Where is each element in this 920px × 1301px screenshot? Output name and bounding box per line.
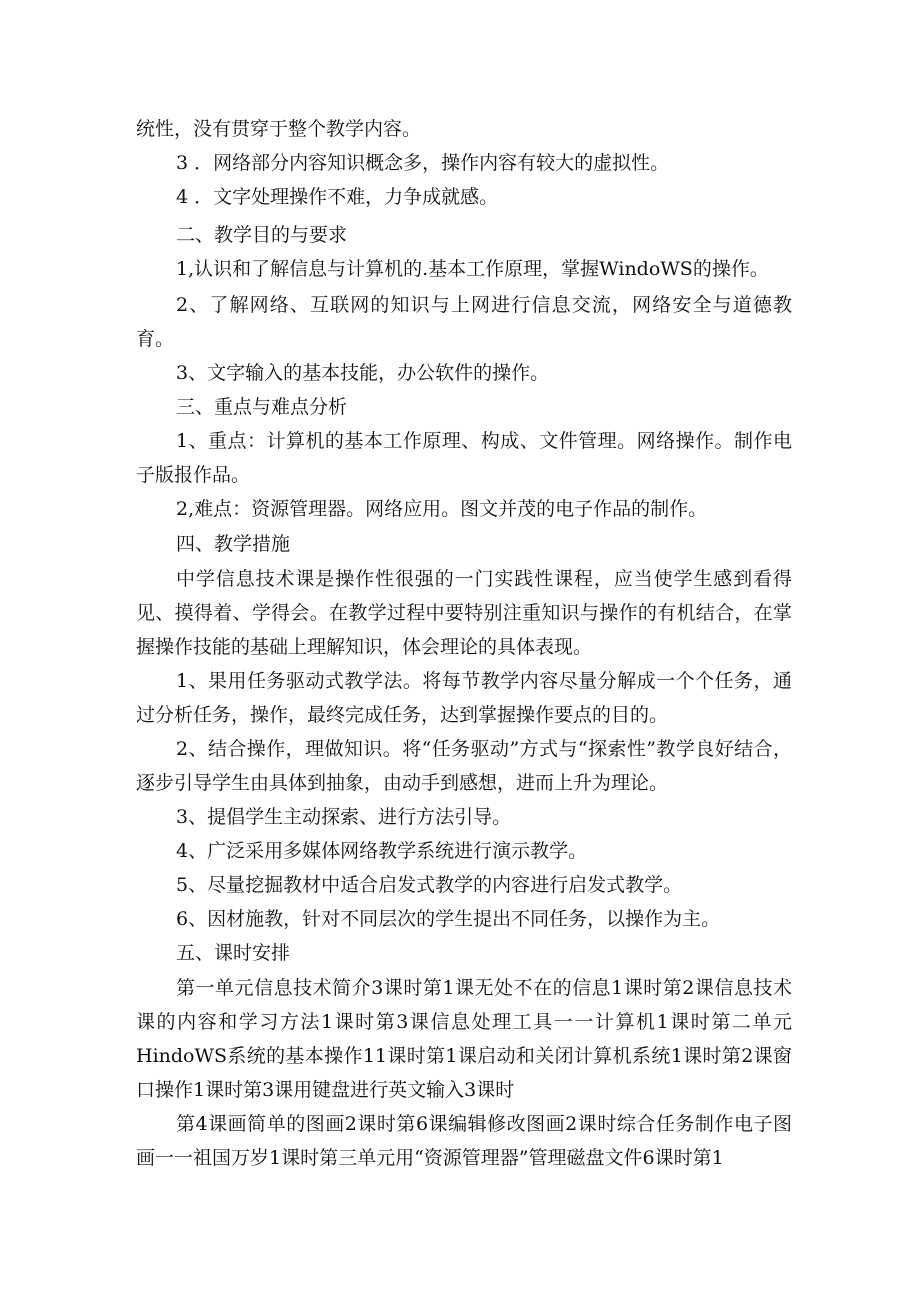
section-heading-2: 二、教学目的与要求: [176, 224, 348, 246]
measure-5: 5、尽量挖掘教材中适合启发式教学的内容进行启发式教学。: [176, 874, 683, 896]
list-item-3: 3 ．网络部分内容知识概念多，操作内容有较大的虚拟性。: [176, 152, 670, 174]
section-heading-4: 四、教学措施: [176, 533, 291, 555]
measure-6: 6、因材施教，针对不同层次的学生提出不同任务，以操作为主。: [176, 908, 721, 930]
list-item-4: 4 ．文字处理操作不难，力争成就感。: [176, 186, 499, 208]
objective-2: 2、了解网络、互联网的知识与上网进行信息交流，网络安全与道德教育。: [136, 294, 792, 350]
measure-1: 1、果用任务驱动式教学法。将每节教学内容尽量分解成一个个任务，通过分析任务，操作，最终完成任务，达到掌握操作要点的目的。: [136, 670, 792, 726]
section-heading-5: 五、课时安排: [176, 942, 291, 964]
measures-intro: 中学信息技术课是操作性很强的一门实践性课程，应当使学生感到看得见、摸得着、学得会。在教学过程中要特别注重知识与操作的有机结合，在掌握操作技能的基础上理解知识，体会理论的具体表现。: [136, 568, 792, 658]
schedule-part-2: 第4课画简单的图画2课时第6课编辑修改图画2课时综合任务制作电子图画一一祖国万岁1课时第三单元用“资源管理器”管理磁盘文件6课时第1: [136, 1113, 792, 1169]
objective-3: 3、文字输入的基本技能，办公软件的操作。: [176, 362, 550, 384]
difficult-points: 2,难点：资源管理器。网络应用。图文并茂的电子作品的制作。: [176, 498, 708, 520]
paragraph-continuation: 统性，没有贯穿于整个教学内容。: [136, 118, 422, 140]
measure-3: 3、提倡学生主动探索、进行方法引导。: [176, 806, 512, 828]
objective-1: 1,认识和了解信息与计算机的.基本工作原理，掌握WindoWS的操作。: [176, 258, 769, 280]
measure-2: 2、结合操作，理做知识。将“任务驱动”方式与“探索性”教学良好结合，逐步引导学生由具体到抽象，由动手到感想，进而上升为理论。: [136, 738, 792, 794]
measure-4: 4、广泛采用多媒体网络教学系统进行演示教学。: [176, 840, 588, 862]
section-heading-3: 三、重点与难点分析: [176, 396, 348, 418]
schedule-part-1: 第一单元信息技术简介3课时第1课无处不在的信息1课时第2课信息技术课的内容和学习方法1课时第3课信息处理工具一一计算机1课时第二单元HindoWS系统的基本操作11课时第1课启动和关闭计算机系统1课时第2课窗口操作1课时第3课用键盘进行英文输入3课时: [136, 977, 792, 1101]
key-points: 1、重点：计算机的基本工作原理、构成、文件管理。网络操作。制作电子版报作品。: [136, 430, 792, 486]
